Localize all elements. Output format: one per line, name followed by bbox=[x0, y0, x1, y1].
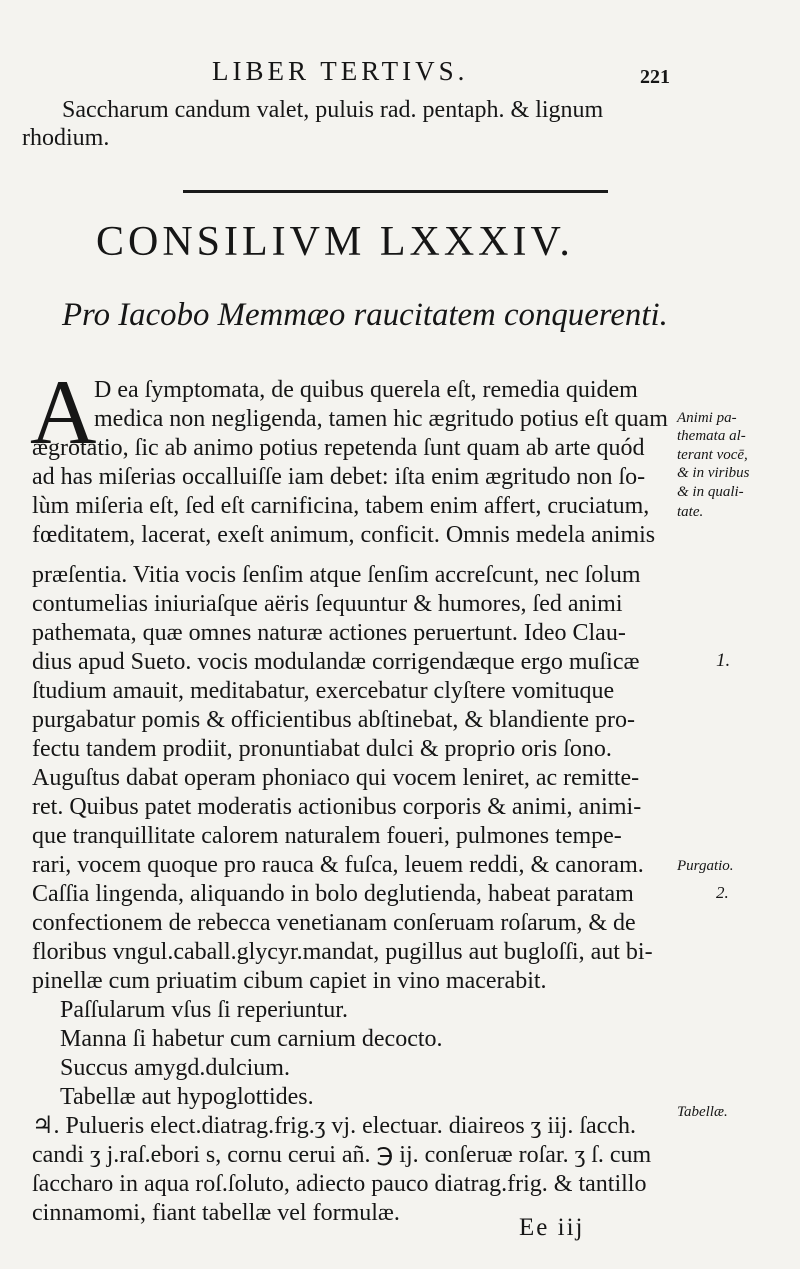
text-line: Auguſtus dabat operam phoniaco qui vocem leniret, ac remitte- bbox=[32, 765, 640, 791]
text-line: fœditatem, lacerat, exeſt animum, conficit. Omnis medela animis bbox=[32, 522, 656, 548]
text-line: dius apud Sueto. vocis modulandæ corrigendæque ergo muſicæ bbox=[32, 649, 640, 675]
text-line: ♃. Pulueris elect.diatrag.frig.ʒ vj. electuar. diaireos ʒ iij. ſacch. bbox=[32, 1113, 636, 1139]
text-line: contumelias iniuriaſque aëris ſequuntur & humores, ſed animi bbox=[32, 591, 623, 617]
text-line: Manna ſi habetur cum carnium decocto. bbox=[60, 1026, 443, 1052]
text-line: ſtudium amauit, meditabatur, exercebatur clyſtere vomituque bbox=[32, 678, 615, 704]
running-head: LIBER TERTIVS. bbox=[212, 56, 469, 86]
margin-note: Animi pa- bbox=[677, 410, 737, 426]
text-line: ſaccharo in aqua roſ.ſoluto, adiecto pauco diatrag.frig. & tantillo bbox=[32, 1171, 647, 1197]
page-number: 221 bbox=[640, 66, 670, 88]
margin-note: Purgatio. bbox=[677, 858, 734, 874]
margin-note: 2. bbox=[716, 883, 729, 902]
margin-note: & in viribus bbox=[677, 465, 750, 481]
section-title: CONSILIVM LXXXIV. bbox=[96, 219, 574, 265]
text-line: lùm miſeria eſt, ſed eſt carnificina, tabem enim affert, cruciatum, bbox=[32, 493, 650, 519]
text-line: Succus amygd.dulcium. bbox=[60, 1055, 290, 1081]
text-line: que tranquillitate calorem naturalem foueri, pulmones tempe- bbox=[32, 823, 622, 849]
text-line: pathemata, quæ omnes naturæ actiones peruertunt. Ideo Clau- bbox=[32, 620, 626, 646]
text-line: Caſſia lingenda, aliquando in bolo deglutienda, habeat paratam bbox=[32, 881, 634, 907]
text-line: Tabellæ aut hypoglottides. bbox=[60, 1084, 314, 1110]
text-line: candi ʒ j.raſ.ebori s, cornu cerui añ. ℈ ij. conſeruæ roſar. ʒ ſ. cum bbox=[32, 1142, 652, 1168]
margin-note: themata al- bbox=[677, 428, 746, 444]
text-line: Paſſularum vſus ſi reperiuntur. bbox=[60, 997, 348, 1023]
text-line: Saccharum candum valet, puluis rad. pentaph. & lignum bbox=[62, 97, 604, 123]
text-line: rari, vocem quoque pro rauca & fuſca, leuem reddi, & canoram. bbox=[32, 852, 644, 878]
text-line: præſentia. Vitia vocis ſenſim atque ſenſim accreſcunt, nec ſolum bbox=[32, 562, 641, 588]
text-line: purgabatur pomis & officientibus abſtinebat, & blandiente pro- bbox=[32, 707, 635, 733]
text-line: rhodium. bbox=[22, 125, 110, 151]
text-line: pinellæ cum priuatim cibum capiet in vino macerabit. bbox=[32, 968, 547, 994]
margin-note: terant vocē, bbox=[677, 447, 748, 463]
text-line: D ea ſymptomata, de quibus querela eſt, remedia quidem bbox=[94, 377, 638, 403]
margin-note: & in quali- bbox=[677, 484, 744, 500]
margin-note: 1. bbox=[716, 650, 731, 671]
margin-note: tate. bbox=[677, 504, 704, 520]
margin-note: Tabellæ. bbox=[677, 1104, 728, 1120]
dedication-line: Pro Iacobo Memmæo raucitatem conquerenti. bbox=[62, 297, 668, 333]
text-line: cinnamomi, fiant tabellæ vel formulæ. bbox=[32, 1200, 400, 1226]
signature-mark: Ee iij bbox=[519, 1214, 585, 1241]
text-line: ægrotatio, ſic ab animo potius repetenda ſunt quam ab arte quód bbox=[32, 435, 645, 461]
section-divider bbox=[183, 190, 608, 193]
text-line: floribus vngul.caball.glycyr.mandat, pugillus aut bugloſſi, aut bi- bbox=[32, 939, 653, 965]
text-line: confectionem de rebecca venetianam conſeruam roſarum, & de bbox=[32, 910, 636, 936]
text-line: medica non negligenda, tamen hic ægritudo potius eſt quam bbox=[94, 406, 668, 432]
text-line: fectu tandem prodiit, pronuntiabat dulci & proprio oris ſono. bbox=[32, 736, 612, 762]
drop-cap: A bbox=[30, 361, 97, 463]
text-line: ad has miſerias occalluiſſe iam debet: iſta enim ægritudo non ſo- bbox=[32, 464, 646, 490]
text-line: ret. Quibus patet moderatis actionibus corporis & animi, animi- bbox=[32, 794, 642, 820]
